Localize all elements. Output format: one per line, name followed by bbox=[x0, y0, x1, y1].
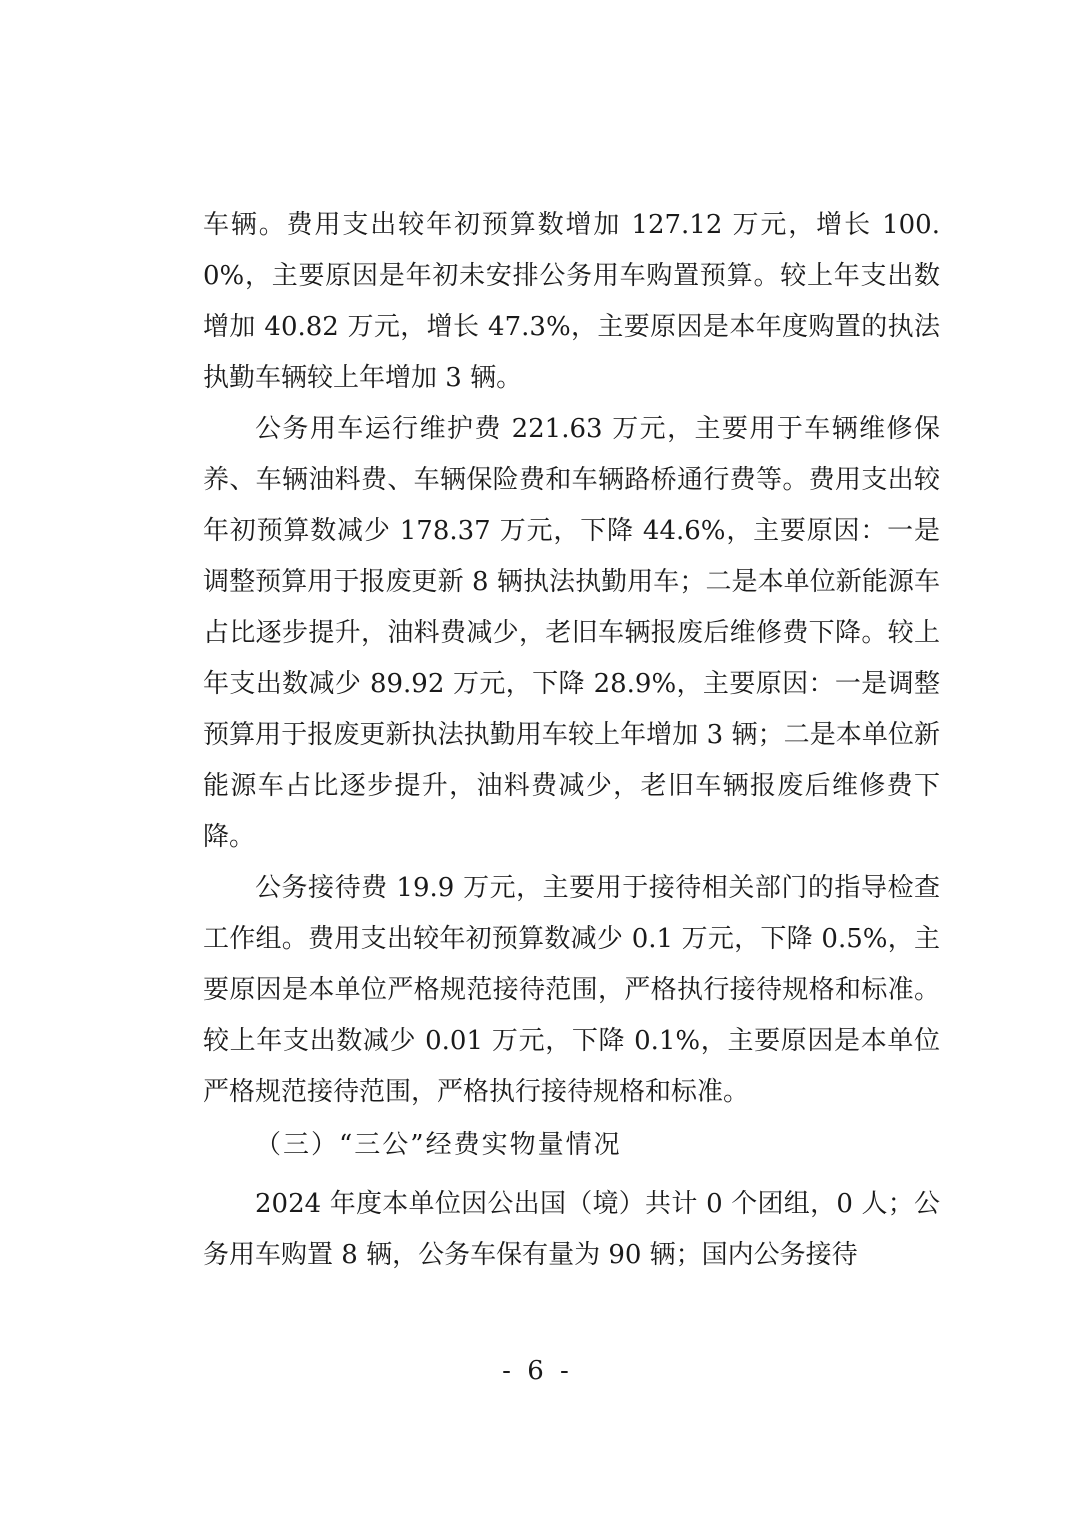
paragraph-reception: 公务接待费 19.9 万元，主要用于接待相关部门的指导检查工作组。费用支出较年初预算数减少 0.1 万元，下降 0.5%，主要原因是本单位严格规范接待范围，严格执行接待规格和标准。较上年支出数减少 0.01 万元，下降 0.1%，主要原因是本单位严格规范接待范围，严格执行接待规格和标准。 bbox=[203, 873, 940, 1107]
paragraph-vehicle-maintenance: 公务用车运行维护费 221.63 万元，主要用于车辆维修保养、车辆油料费、车辆保险费和车辆路桥通行费等。费用支出较年初预算数减少 178.37 万元，下降 44.6%，主要原因：一是调整预算用于报废更新 8 辆执法执勤用车；二是本单位新能源车占比逐步提升，油料费减少，老旧车辆报废后维修费下降。较上年支出数减少 89.92 万元，下降 28.9%，主要原因：一是调整预算用于报废更新执法执勤用车较上年增加 3 辆；二是本单位新能源车占比逐步提升，油料费减少，老旧车辆报废后维修费下降。 bbox=[203, 414, 940, 852]
document-body bbox=[203, 200, 940, 1281]
section-heading: （三）“三公”经费实物量情况 bbox=[255, 1130, 622, 1160]
page-number: - 6 - bbox=[502, 1356, 573, 1386]
paragraph-physical-quantity: 2024 年度本单位因公出国（境）共计 0 个团组，0 人；公务用车购置 8 辆，公务车保有量为 90 辆；国内公务接待 bbox=[203, 1189, 940, 1270]
paragraph-vehicle-purchase: 车辆。费用支出较年初预算数增加 127.12 万元，增长 100.0%，主要原因是年初未安排公务用车购置预算。较上年支出数增加 40.82 万元，增长 47.3%，主要原因是本年度购置的执法执勤车辆较上年增加 3 辆。 bbox=[203, 210, 940, 393]
